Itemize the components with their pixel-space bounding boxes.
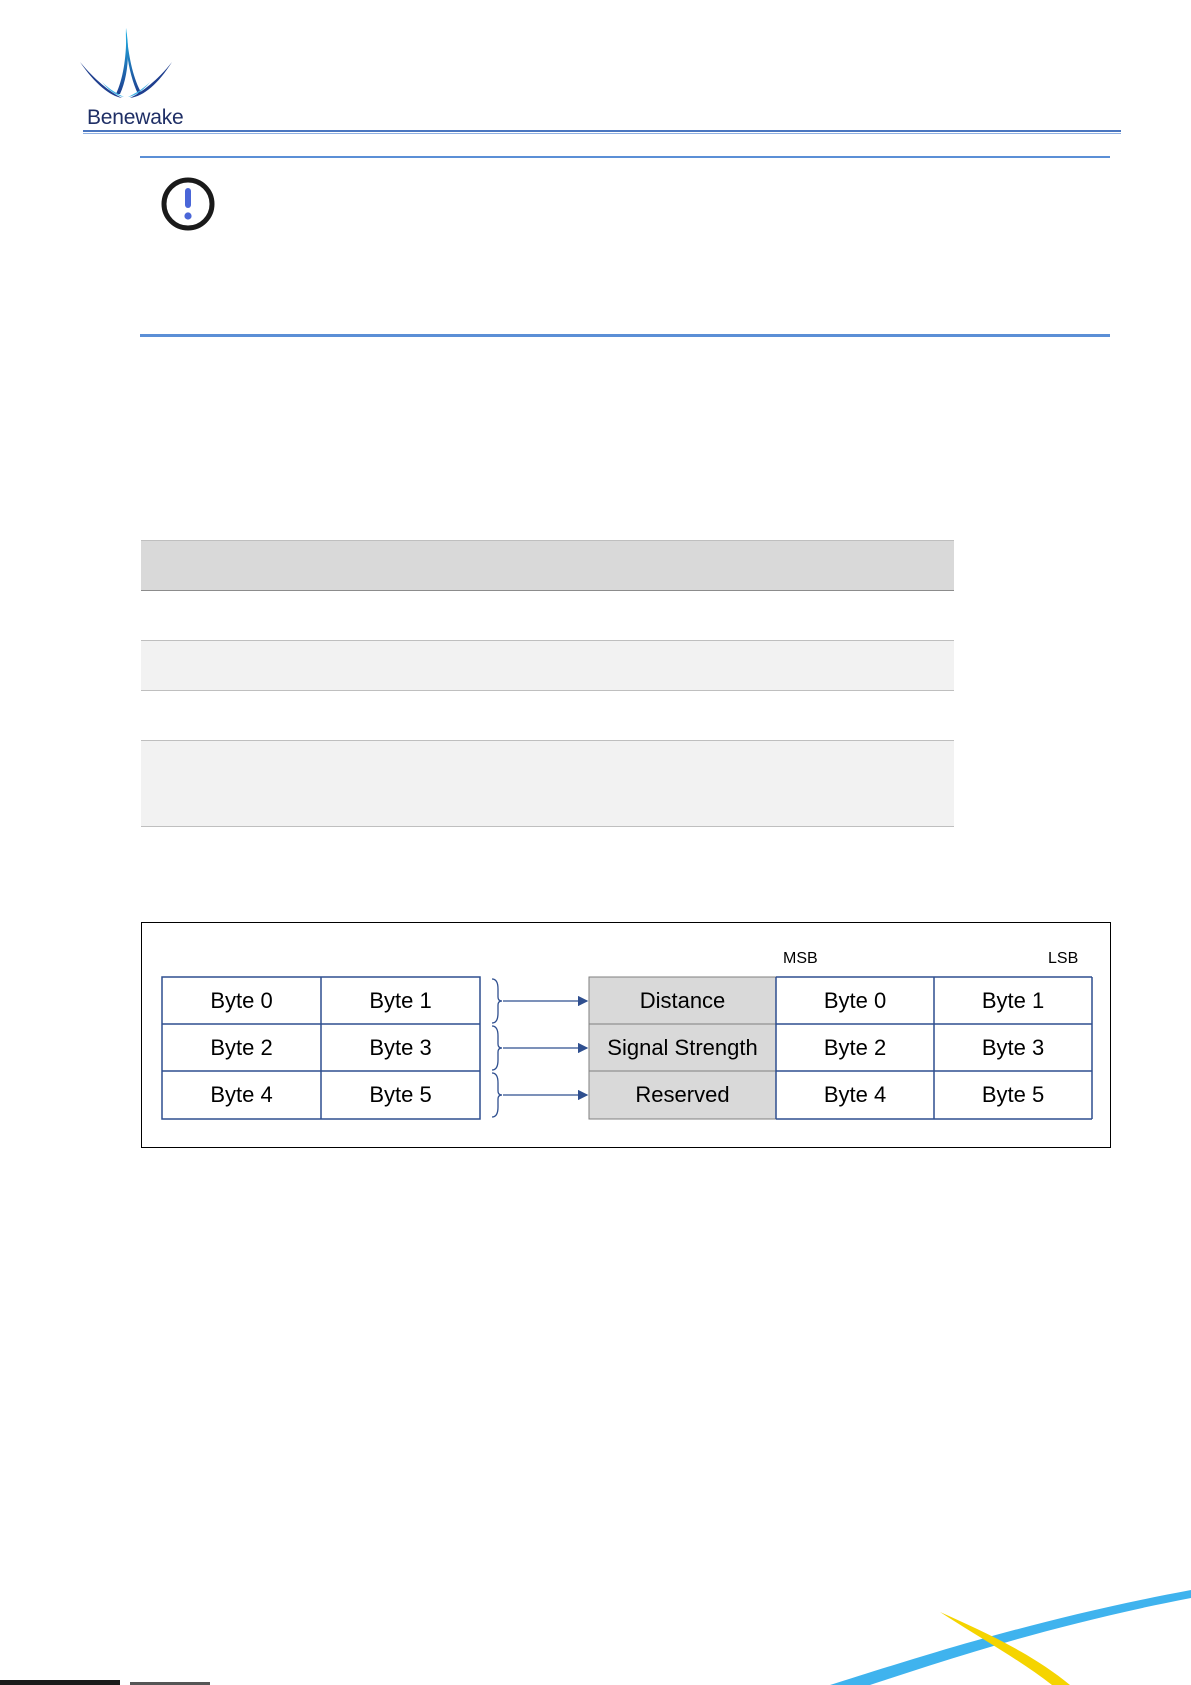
table-row bbox=[141, 691, 954, 741]
table-header-row bbox=[141, 540, 954, 591]
field-name-cell: Signal Strength bbox=[607, 1034, 758, 1060]
right-byte-cell: Byte 1 bbox=[981, 987, 1045, 1013]
data-table bbox=[141, 540, 954, 827]
right-byte-cell: Byte 0 bbox=[823, 987, 887, 1013]
left-byte-cell: Byte 2 bbox=[210, 1034, 273, 1060]
lsb-label: LSB bbox=[1048, 950, 1079, 967]
table-row bbox=[141, 741, 954, 827]
field-name-cell: Reserved bbox=[635, 1081, 730, 1107]
right-byte-cell: Byte 2 bbox=[823, 1034, 887, 1060]
table-row bbox=[141, 641, 954, 691]
footer-swoosh-icon bbox=[830, 1590, 1191, 1685]
left-byte-cell: Byte 1 bbox=[369, 987, 432, 1013]
note-top-rule bbox=[140, 156, 1110, 158]
brand-name: Benewake bbox=[87, 106, 184, 129]
msb-label: MSB bbox=[783, 950, 818, 967]
header-rule bbox=[83, 130, 1121, 134]
left-byte-cell: Byte 5 bbox=[369, 1081, 432, 1107]
left-byte-cell: Byte 0 bbox=[210, 987, 273, 1013]
field-name-cell: Distance bbox=[639, 987, 726, 1013]
table-row bbox=[141, 591, 954, 641]
exclamation-circle-icon bbox=[160, 176, 216, 232]
right-byte-cell: Byte 4 bbox=[823, 1081, 887, 1107]
left-byte-cell: Byte 4 bbox=[210, 1081, 273, 1107]
right-byte-cell: Byte 5 bbox=[981, 1081, 1045, 1107]
benewake-logo bbox=[80, 22, 190, 132]
byte-mapping-diagram bbox=[141, 922, 1111, 1148]
left-byte-cell: Byte 3 bbox=[369, 1034, 432, 1060]
note-box bbox=[140, 156, 1110, 336]
footer-strip bbox=[0, 1676, 260, 1685]
logo-mark-icon bbox=[80, 22, 190, 112]
right-byte-cell: Byte 3 bbox=[981, 1034, 1045, 1060]
note-bottom-rule bbox=[140, 334, 1110, 337]
